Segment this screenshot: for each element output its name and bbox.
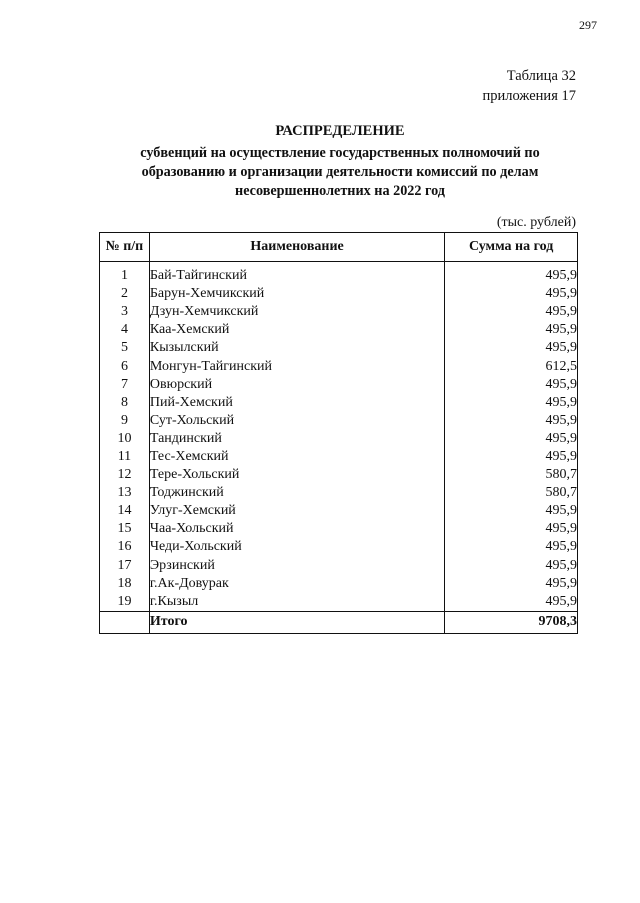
- row-number: 2: [100, 285, 150, 303]
- table-row: [100, 339, 578, 357]
- row-name: Чаа-Хольский: [149, 520, 444, 538]
- row-number: 9: [100, 412, 150, 430]
- row-name: г.Ак-Довурак: [149, 575, 444, 593]
- row-name: Каа-Хемский: [149, 321, 444, 339]
- table-row: [100, 357, 578, 375]
- row-number: 16: [100, 538, 150, 556]
- table-row: [100, 484, 578, 502]
- row-amount: 612,5: [445, 357, 578, 375]
- row-amount: 495,9: [445, 430, 578, 448]
- row-name: г.Кызыл: [149, 593, 444, 612]
- row-amount: 495,9: [445, 285, 578, 303]
- row-amount: 495,9: [445, 303, 578, 321]
- document-subtitle: [0, 144, 640, 201]
- row-number: 15: [100, 520, 150, 538]
- table-row: [100, 285, 578, 303]
- row-name: Улуг-Хемский: [149, 502, 444, 520]
- table-row: [100, 593, 578, 612]
- row-amount: 495,9: [445, 394, 578, 412]
- subtitle-line3: несовершеннолетних на 2022 год: [235, 183, 445, 199]
- header-name: Наименование: [149, 233, 444, 262]
- row-name: Чеди-Хольский: [149, 538, 444, 556]
- row-amount: 495,9: [445, 538, 578, 556]
- table-reference-line2: приложения 17: [482, 88, 576, 104]
- row-number: 4: [100, 321, 150, 339]
- row-name: Сут-Хольский: [149, 412, 444, 430]
- row-number: 13: [100, 484, 150, 502]
- row-name: Тере-Хольский: [149, 466, 444, 484]
- table-row: [100, 321, 578, 339]
- row-name: Барун-Хемчикский: [149, 285, 444, 303]
- table-reference-line1: Таблица 32: [506, 68, 576, 84]
- table-body: [100, 262, 578, 612]
- row-number: 3: [100, 303, 150, 321]
- row-name: Тандинский: [149, 430, 444, 448]
- row-number: 10: [100, 430, 150, 448]
- total-amount: 9708,3: [445, 611, 578, 633]
- subtitle-line1: субвенций на осуществление государственных полномочий по: [140, 145, 540, 161]
- row-number: 8: [100, 394, 150, 412]
- row-name: Тоджинский: [149, 484, 444, 502]
- table-row: [100, 448, 578, 466]
- subtitle-line2: образованию и организации деятельности комиссий по делам: [141, 164, 539, 180]
- row-amount: 495,9: [445, 321, 578, 339]
- row-name: Эрзинский: [149, 557, 444, 575]
- table-row: [100, 466, 578, 484]
- row-number: 11: [100, 448, 150, 466]
- table-row: [100, 520, 578, 538]
- table-reference: [483, 66, 576, 106]
- row-amount: 495,9: [445, 557, 578, 575]
- row-amount: 495,9: [445, 376, 578, 394]
- table-row: [100, 557, 578, 575]
- row-number: 6: [100, 357, 150, 375]
- row-name: Пий-Хемский: [149, 394, 444, 412]
- row-amount: 495,9: [445, 575, 578, 593]
- table-row: [100, 376, 578, 394]
- row-amount: 495,9: [445, 267, 578, 285]
- row-amount: 495,9: [445, 412, 578, 430]
- row-amount: 495,9: [445, 520, 578, 538]
- table-row: [100, 303, 578, 321]
- table-row: [100, 538, 578, 556]
- row-name: Монгун-Тайгинский: [149, 357, 444, 375]
- table-row: [100, 430, 578, 448]
- total-label: Итого: [149, 611, 444, 633]
- page-number: 297: [579, 18, 597, 32]
- row-number: 14: [100, 502, 150, 520]
- row-number: 7: [100, 376, 150, 394]
- row-amount: 495,9: [445, 339, 578, 357]
- document-title: РАСПРЕДЕЛЕНИЕ: [275, 123, 405, 139]
- row-name: Бай-Тайгинский: [149, 267, 444, 285]
- row-name: Кызылский: [149, 339, 444, 357]
- row-amount: 580,7: [445, 466, 578, 484]
- row-number: 17: [100, 557, 150, 575]
- table-row: [100, 394, 578, 412]
- header-amount: Сумма на год: [445, 233, 578, 262]
- row-number: 19: [100, 593, 150, 612]
- row-number: 1: [100, 267, 150, 285]
- table-header-row: [100, 233, 578, 262]
- header-num: № п/п: [100, 233, 150, 262]
- row-number: 18: [100, 575, 150, 593]
- units-label: (тыс. рублей): [496, 215, 576, 230]
- row-name: Тес-Хемский: [149, 448, 444, 466]
- row-amount: 580,7: [445, 484, 578, 502]
- row-number: 12: [100, 466, 150, 484]
- row-amount: 495,9: [445, 593, 578, 612]
- row-number: 5: [100, 339, 150, 357]
- row-name: Дзун-Хемчикский: [149, 303, 444, 321]
- table-row: [100, 575, 578, 593]
- table-total-row: [100, 611, 578, 633]
- row-name: Овюрский: [149, 376, 444, 394]
- table-row: [100, 502, 578, 520]
- total-num-cell: [100, 611, 150, 633]
- table-row: [100, 267, 578, 285]
- distribution-table: [99, 232, 578, 634]
- row-amount: 495,9: [445, 448, 578, 466]
- table-row: [100, 412, 578, 430]
- row-amount: 495,9: [445, 502, 578, 520]
